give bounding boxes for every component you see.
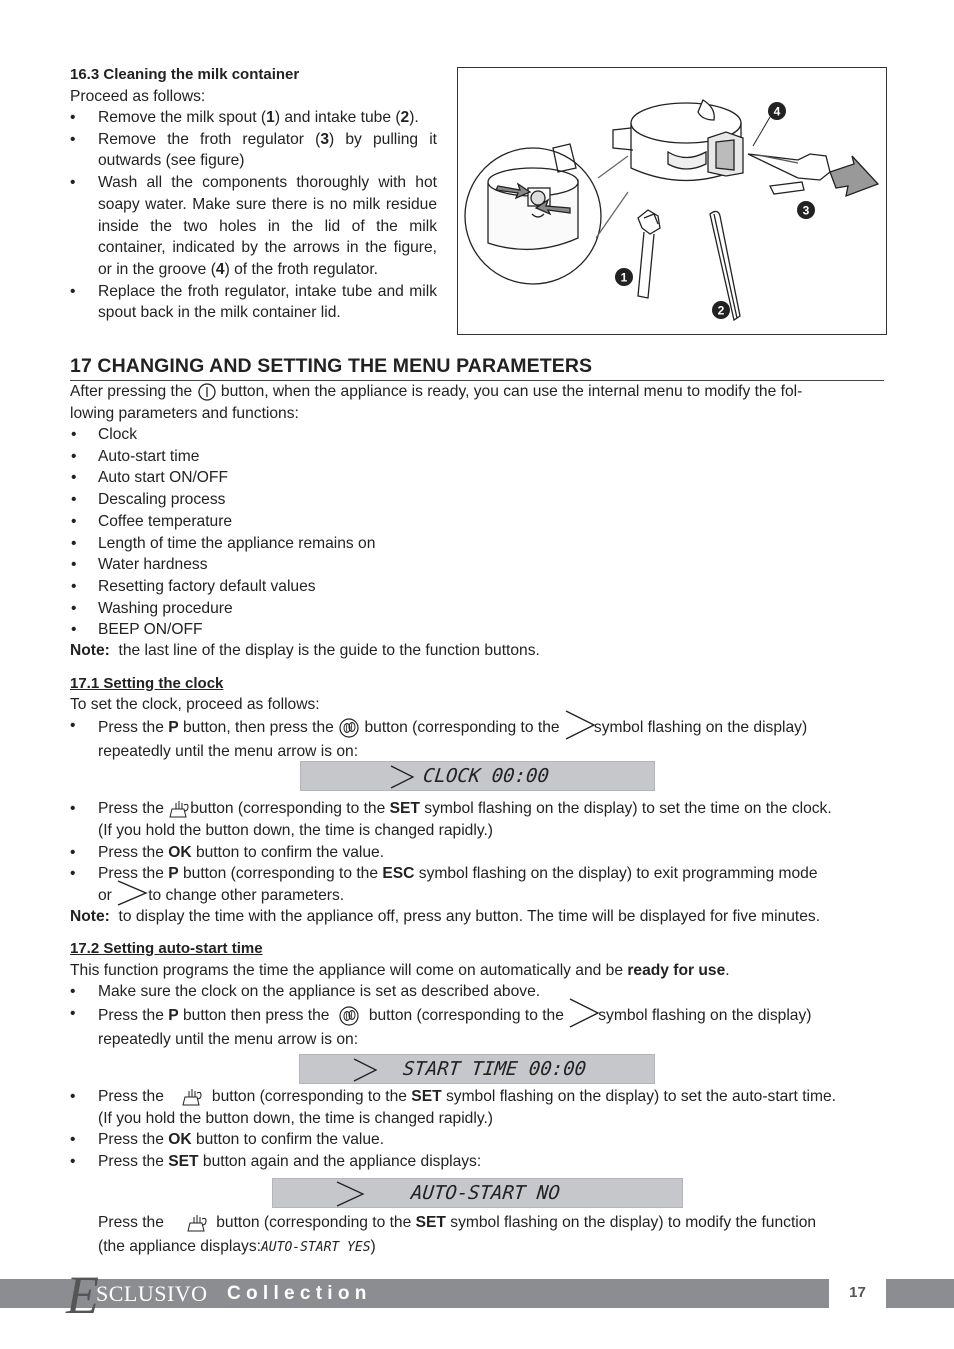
steam-cup-icon xyxy=(186,1213,208,1233)
section-16-3-intro: Proceed as follows: xyxy=(70,88,206,105)
display-clock xyxy=(300,761,655,791)
section-17-1-note: Note: to display the time with the appliance off, press any button. The time will be displayed for five minutes. xyxy=(70,908,821,925)
list-item: • Coffee temperature xyxy=(70,511,770,533)
list-item: • Wash all the components thoroughly with hot soapy water. Make sure there is no milk residue inside the two holes in the lid of the milk container, indicated by the arrows in the figure, or in the groove (4) of the froth regulator. xyxy=(70,174,437,278)
list-item: • Press the button (corresponding to the SET symbol flashing on the display) to set the time on the clock. (If you hold the button down, the time is changed rapidly.) xyxy=(70,800,832,839)
list-item: • Press the button (corresponding to the SET symbol flashing on the display) to set the auto-start time. (If you hold the button down, the time is changed rapidly.) xyxy=(70,1088,837,1127)
list-item: • Clock xyxy=(70,424,770,446)
display-text: CLOCK 00:00 xyxy=(421,765,551,787)
section-16-3-heading: 16.3 Cleaning the milk container xyxy=(70,66,300,83)
list-item: • Press the P button (corresponding to the ESC symbol flashing on the display) to exit programming mode or to change other parameters. xyxy=(70,863,884,907)
list-item: • Press the OK button to confirm the value. xyxy=(70,844,385,861)
coffee-bean-icon xyxy=(338,1005,360,1027)
list-item: • Remove the froth regulator (3) by pulling it outwards (see figure) xyxy=(70,130,438,170)
section-17-1-intro: To set the clock, proceed as follows: xyxy=(70,696,320,713)
menu-arrow-icon xyxy=(335,1180,365,1208)
brand-initial: E xyxy=(66,1265,99,1325)
page-number: 17 xyxy=(849,1284,866,1301)
collection-label: C o l l e c t i o n xyxy=(227,1283,367,1304)
menu-arrow-icon xyxy=(352,1057,378,1083)
inline-display-text: AUTO-START YES xyxy=(260,1239,371,1255)
milk-container-illustration xyxy=(458,68,886,334)
display-text: AUTO-START NO xyxy=(409,1182,561,1204)
display-auto-start xyxy=(272,1178,683,1208)
figure-label-2: 2 xyxy=(717,303,725,318)
list-item: • Descaling process xyxy=(70,489,770,511)
section-17-heading: 17 CHANGING AND SETTING THE MENU PARAMETERS xyxy=(70,355,593,377)
list-item: • Length of time the appliance remains on xyxy=(70,533,770,555)
menu-arrow-icon xyxy=(116,879,148,907)
menu-parameters-list xyxy=(70,424,770,641)
power-icon xyxy=(197,382,217,402)
menu-arrow-icon xyxy=(568,997,600,1029)
section-17-2-paragraph: Press the button (corresponding to the SET symbol flashing on the display) to modify the function (the appliance displays:AUTO-START YES) xyxy=(98,1214,817,1255)
coffee-bean-icon xyxy=(338,717,360,739)
section-17-1-heading: 17.1 Setting the clock xyxy=(70,675,224,692)
milk-container-figure xyxy=(457,67,887,335)
steam-cup-icon xyxy=(168,799,190,819)
list-item: • Auto start ON/OFF xyxy=(70,467,770,489)
list-item: • Press the OK button to confirm the value. xyxy=(70,1131,385,1148)
list-item: • Press the SET button again and the appliance displays: xyxy=(70,1153,482,1170)
list-item: • Replace the froth regulator, intake tube and milk spout back in the milk container lid. xyxy=(70,282,437,322)
list-item: • Press the P button, then press the button (corresponding to the symbol flashing on the display) repeatedly until the menu arrow is on: xyxy=(70,715,884,763)
brand-name: SCLUSIVO xyxy=(96,1281,208,1306)
menu-arrow-icon xyxy=(389,764,415,790)
list-item: • Auto-start time xyxy=(70,446,770,468)
list-item: • Remove the milk spout (1) and intake tube (2). xyxy=(70,109,419,126)
section-17-2-heading: 17.2 Setting auto-start time xyxy=(70,940,263,957)
display-text: START TIME 00:00 xyxy=(401,1058,588,1080)
section-17-intro: After pressing the button, when the appliance is ready, you can use the internal menu to modify the fol- lowing parameters and functions: xyxy=(70,383,803,422)
list-item: • Washing procedure xyxy=(70,598,770,620)
steam-cup-icon xyxy=(181,1087,203,1107)
section-17-note: Note: the last line of the display is the guide to the function buttons. xyxy=(70,642,540,659)
list-item: • Make sure the clock on the appliance is set as described above. xyxy=(70,983,541,1000)
list-item: • Resetting factory default values xyxy=(70,576,770,598)
figure-label-3: 3 xyxy=(802,203,810,218)
list-item: • Press the P button then press the button (corresponding to the symbol flashing on the display) repeatedly until the menu arrow is on: xyxy=(70,1003,884,1051)
section-16-3-list xyxy=(70,107,437,324)
display-start-time xyxy=(299,1054,655,1084)
menu-arrow-icon xyxy=(564,709,596,741)
list-item: • BEEP ON/OFF xyxy=(70,619,770,641)
section-17-2-intro: This function programs the time the appliance will come on automatically and be ready for use. xyxy=(70,962,730,979)
list-item: • Water hardness xyxy=(70,554,770,576)
figure-label-1: 1 xyxy=(620,270,628,285)
figure-label-4: 4 xyxy=(773,104,781,119)
footer-bar-right xyxy=(886,1279,954,1308)
